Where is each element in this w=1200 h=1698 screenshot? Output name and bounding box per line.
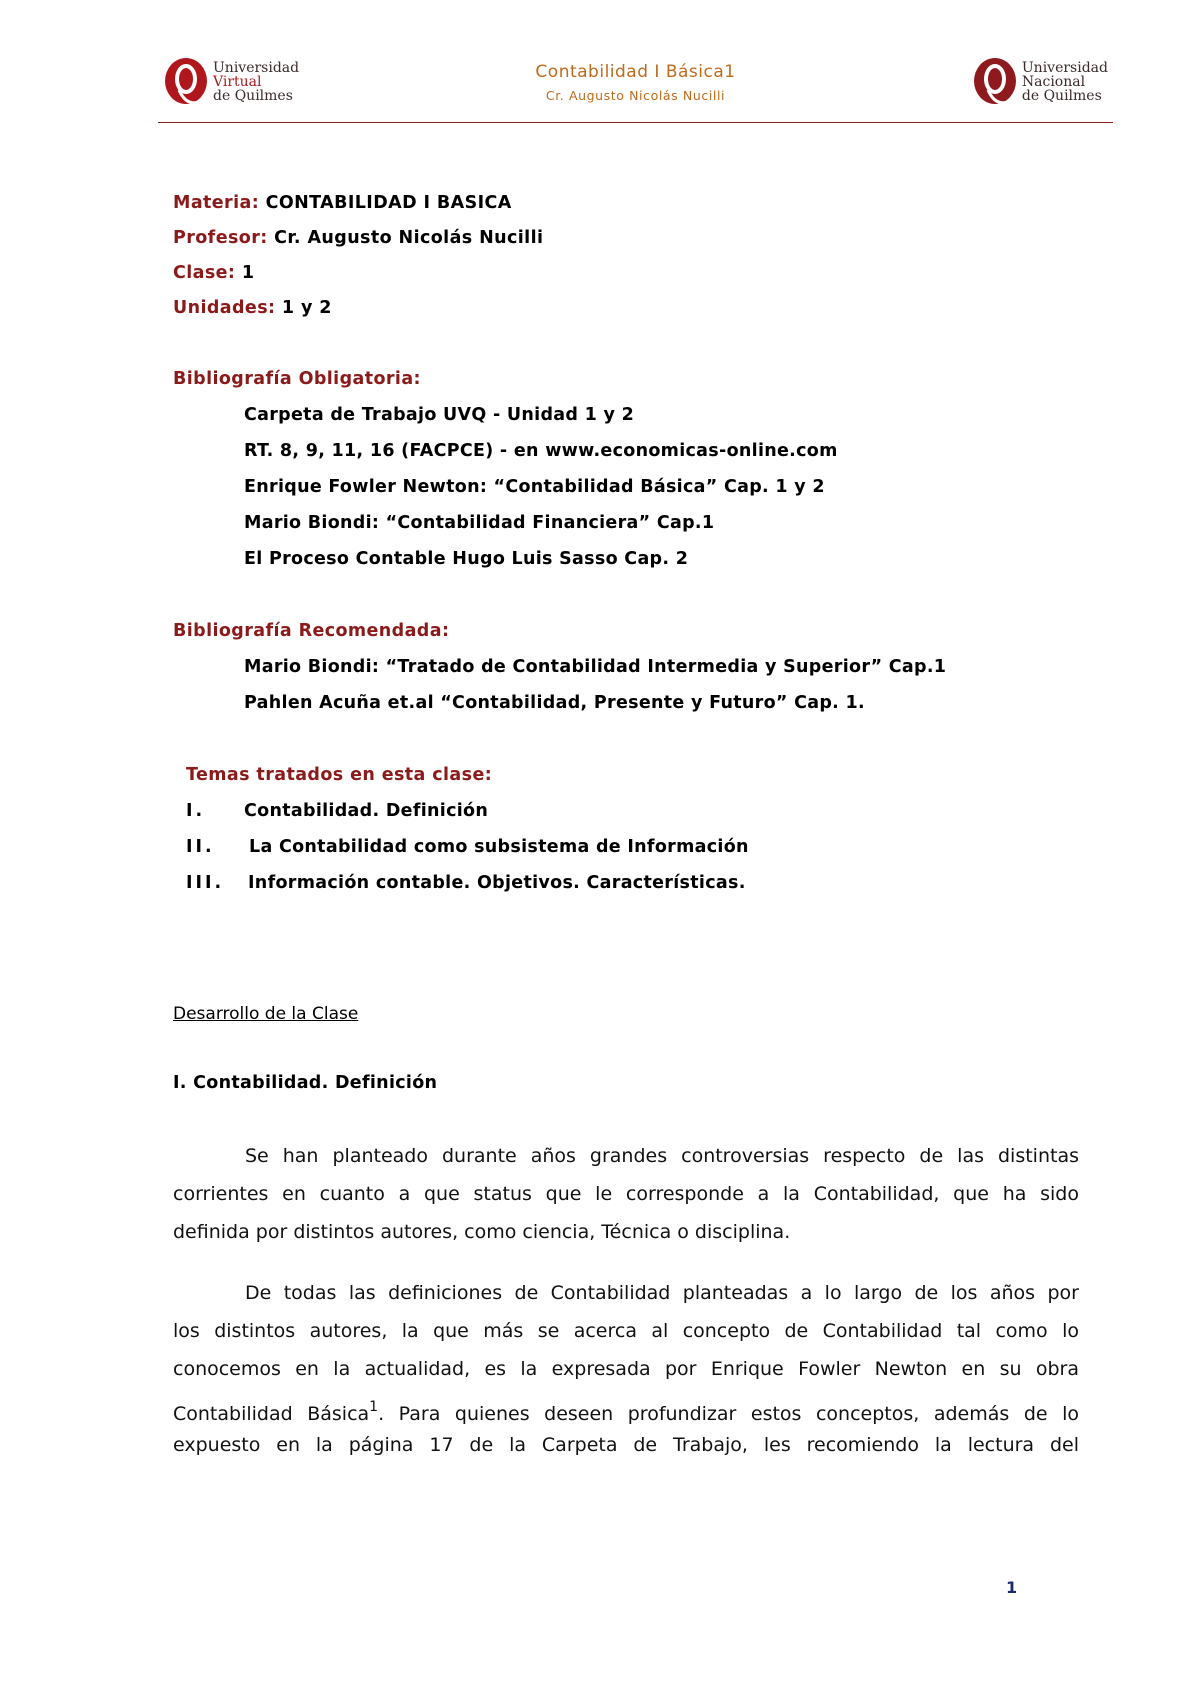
unidades-value: 1 y 2 (281, 298, 332, 318)
paragraph-line: corrientes en cuanto a que status que le corresponde a la Contabilidad, que ha sido (173, 1183, 1079, 1205)
tema-text: Información contable. Objetivos. Características. (248, 873, 746, 893)
header-center (158, 62, 1113, 103)
temas-title: Temas tratados en esta clase: (186, 765, 493, 785)
biblio-recomendada-title: Bibliografía Recomendada: (173, 621, 450, 641)
biblio-obligatoria-item: Carpeta de Trabajo UVQ - Unidad 1 y 2 (244, 405, 635, 425)
page-number: 1 (1006, 1578, 1018, 1597)
course-info (173, 186, 1083, 901)
biblio-obligatoria-item: El Proceso Contable Hugo Luis Sasso Cap. 2 (244, 549, 689, 569)
tema-item (173, 793, 1083, 829)
tema-number: II. (186, 837, 215, 857)
biblio-obligatoria-item: Enrique Fowler Newton: “Contabilidad Básica” Cap. 1 y 2 (244, 477, 825, 497)
paragraph-line: conocemos en la actualidad, es la expresada por Enrique Fowler Newton en su obra (173, 1358, 1079, 1380)
paragraph-line: los distintos autores, la que más se acerca al concepto de Contabilidad tal como lo (173, 1320, 1079, 1342)
unq-line2: Nacional (1021, 74, 1086, 90)
profesor-line (173, 221, 1083, 256)
desarrollo-heading: Desarrollo de la Clase (173, 1004, 359, 1024)
paragraph-line: expuesto en la página 17 de la Carpeta de Trabajo, les recomiendo la lectura del (173, 1434, 1079, 1456)
paragraph-line: Se han planteado durante años grandes controversias respecto de las distintas (245, 1145, 1079, 1167)
unq-logo-text (1022, 61, 1108, 103)
profesor-value: Cr. Augusto Nicolás Nucilli (274, 228, 544, 248)
tema-item (173, 829, 1083, 865)
paragraph (173, 1274, 1079, 1464)
unq-logo (972, 56, 1108, 108)
spacer (173, 721, 1083, 758)
page-header (158, 50, 1113, 123)
paragraph (173, 1137, 1079, 1251)
paragraph-line: definida por distintos autores, como ciencia, Técnica o disciplina. (173, 1221, 791, 1243)
section-heading: I. Contabilidad. Definición (173, 1073, 438, 1093)
biblio-recomendada-item: Pahlen Acuña et.al “Contabilidad, Presente y Futuro” Cap. 1. (244, 693, 865, 713)
profesor-label: Profesor: (173, 228, 268, 248)
tema-text: La Contabilidad como subsistema de Información (249, 837, 749, 857)
materia-line (173, 186, 1083, 221)
biblio-recomendada-item: Mario Biondi: “Tratado de Contabilidad Intermedia y Superior” Cap.1 (244, 657, 947, 677)
biblio-obligatoria-title: Bibliografía Obligatoria: (173, 369, 421, 389)
unidades-label: Unidades: (173, 298, 276, 318)
clase-value: 1 (241, 263, 255, 283)
unq-logo-icon (972, 56, 1018, 108)
header-subtitle: Cr. Augusto Nicolás Nucilli (545, 88, 726, 103)
spacer (173, 326, 1083, 362)
clase-label: Clase: (173, 263, 236, 283)
unq-line3: de Quilmes (1021, 88, 1102, 104)
unidades-line (173, 291, 1083, 326)
tema-text: Contabilidad. Definición (244, 801, 489, 821)
unq-line1: Universidad (1021, 60, 1108, 76)
spacer (173, 577, 1083, 614)
footnote-ref[interactable]: 1 (369, 1399, 379, 1415)
paragraph-line: De todas las definiciones de Contabilidad planteadas a lo largo de los años por (245, 1282, 1079, 1304)
paragraph-line: Contabilidad Básica$^1$. Para quienes deseen profundizar estos conceptos, además de lo (173, 1399, 1080, 1425)
tema-item (173, 865, 1083, 901)
uvq-line2: Virtual (213, 74, 262, 90)
materia-value: CONTABILIDAD I BASICA (265, 193, 512, 213)
uvq-line1: Universidad (213, 60, 300, 76)
header-title: Contabilidad I Básica1 (535, 62, 736, 82)
clase-line (173, 256, 1083, 291)
tema-number: I. (186, 801, 206, 821)
biblio-obligatoria-item: Mario Biondi: “Contabilidad Financiera” Cap.1 (244, 513, 715, 533)
materia-label: Materia: (173, 193, 260, 213)
tema-number: III. (186, 873, 225, 893)
uvq-line3: de Quilmes (213, 88, 293, 104)
biblio-obligatoria-item: RT. 8, 9, 11, 16 (FACPCE) - en www.economicas-online.com (244, 441, 838, 461)
book-title: Contabilidad Básica (173, 1403, 370, 1425)
